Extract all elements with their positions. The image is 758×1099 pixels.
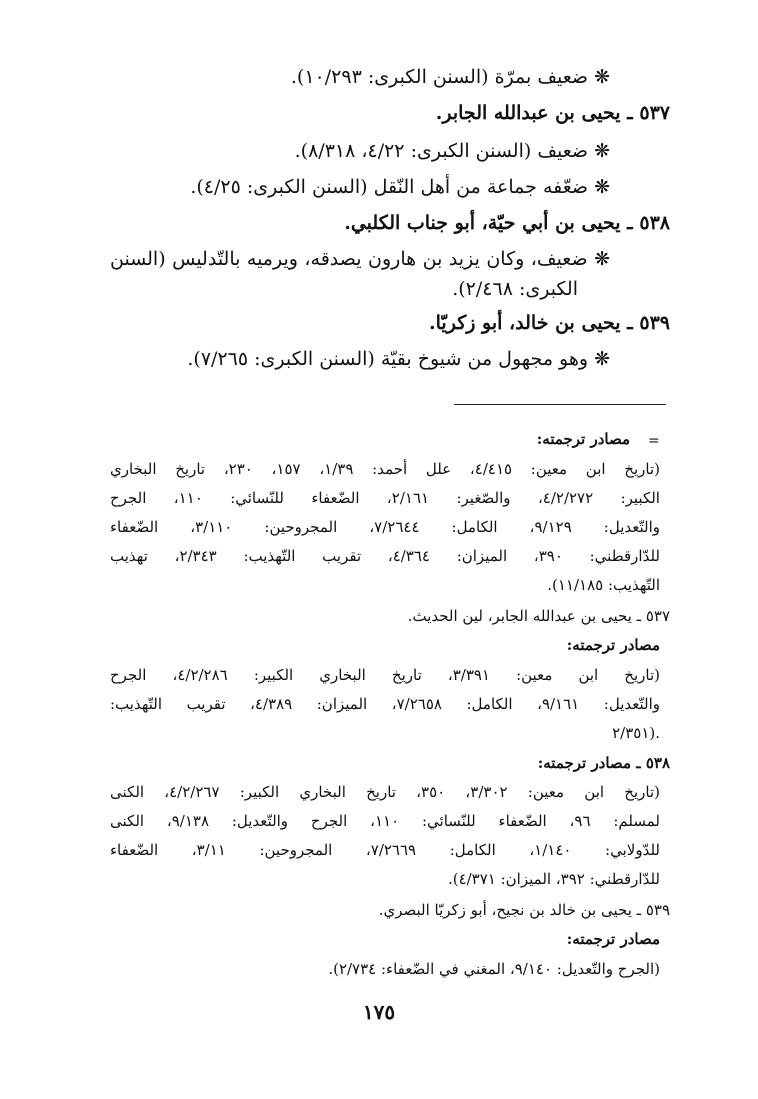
footnote-line: للدّارقطني: ٣٩٠، الميزان: ٤/٣٦٤، تقريب التّهذيب: ٢/٣٤٣، تهذيب — [110, 547, 660, 565]
footnote-sources-heading: مصادر ترجمته: — [536, 430, 630, 448]
footnote-line: (الجرح والتّعديل: ٩/١٤٠، المغني في الضّعفاء: ٢/٧٣٤). — [328, 960, 660, 978]
footnote-line: للدّولابي: ١/١٤٠، الكامل: ٧/٢٦٦٩، المجروحين: ٣/١١، الضّعفاء — [110, 841, 660, 859]
main-line-1: ❋ ضعيف بمرّة (السنن الكبرى: ١٠/٢٩٣). — [290, 66, 610, 88]
page-number: ١٧٥ — [362, 1000, 396, 1024]
footnote-continuation-marker: = — [648, 433, 660, 449]
main-line-3: ❋ ضعيف (السنن الكبرى: ٤/٢٢، ٨/٣١٨). — [294, 140, 610, 162]
footnote-line: (تاريخ ابن معين: ٤/٤١٥، علل أحمد: ١/٣٩، ١٥٧، ٢٣٠، تاريخ البخاري — [110, 460, 660, 478]
main-line-9: ❋ وهو مجهول من شيوخ بقيّة (السنن الكبرى: ٧/٢٦٥). — [187, 348, 610, 370]
footnote-line: (تاريخ ابن معين: ٣/٣٩١، تاريخ البخاري الكبير: ٤/٢/٢٨٦، الجرح — [110, 666, 660, 684]
main-line-6: ❋ ضعيف، وكان يزيد بن هارون يصدقه، ويرميه بالتّدليس (السنن — [110, 248, 610, 270]
footnote-line: (تاريخ ابن معين: ٣/٣٠٢، ٣٥٠، تاريخ البخاري الكبير: ٤/٢/٢٦٧، الكنى — [110, 783, 660, 801]
footnote-line: الكبير: ٤/٢/٢٧٢، والصّغير: ٢/١٦١، الضّعفاء للنّسائي: ١١٠، الجرح — [110, 489, 660, 507]
main-line-4: ❋ ضعّفه جماعة من أهل النّقل (السنن الكبرى: ٤/٢٥). — [190, 176, 610, 198]
footnote-sources-heading: مصادر ترجمته: — [566, 930, 660, 948]
footnote-line: للدّارقطني: ٣٩٢، الميزان: ٤/٣٧١). — [447, 870, 660, 888]
footnote-line: والتّعديل: ٩/١٦١، الكامل: ٧/٢٦٥٨، الميزان: ٤/٣٨٩، تقريب التّهذيب: — [110, 695, 660, 713]
main-entry-537: ٥٣٧ ـ يحيى بن عبدالله الجابر. — [435, 102, 670, 124]
footnote-line: التّهذيب: ١١/١٨٥). — [547, 576, 660, 594]
main-entry-538: ٥٣٨ ـ يحيى بن أبي حيّة، أبو جناب الكلبي. — [344, 212, 670, 234]
footnote-line: والتّعديل: ٩/١٢٩، الكامل: ٧/٢٦٤٤، المجروحين: ٣/١١٠، الضّعفاء — [110, 518, 661, 536]
footnote-entry-538: ٥٣٨ ـ مصادر ترجمته: — [537, 754, 670, 772]
footnote-entry-537: ٥٣٧ ـ يحيى بن عبدالله الجابر، لين الحديث. — [407, 607, 670, 625]
main-line-7: الكبرى: ٢/٤٦٨). — [452, 278, 578, 300]
main-entry-539: ٥٣٩ ـ يحيى بن خالد، أبو زكريّا. — [429, 312, 670, 334]
footnote-entry-539: ٥٣٩ ـ يحيى بن خالد بن نجيح، أبو زكريّا البصري. — [378, 901, 670, 919]
footnote-separator — [454, 404, 666, 405]
footnote-line: لمسلم: ٩٦، الضّعفاء للنّسائي: ١١٠، الجرح والتّعديل: ٩/١٣٨، الكنى — [110, 812, 660, 830]
footnote-line: ٢/٣٥١). — [612, 724, 660, 742]
footnote-sources-heading: مصادر ترجمته: — [566, 636, 660, 654]
